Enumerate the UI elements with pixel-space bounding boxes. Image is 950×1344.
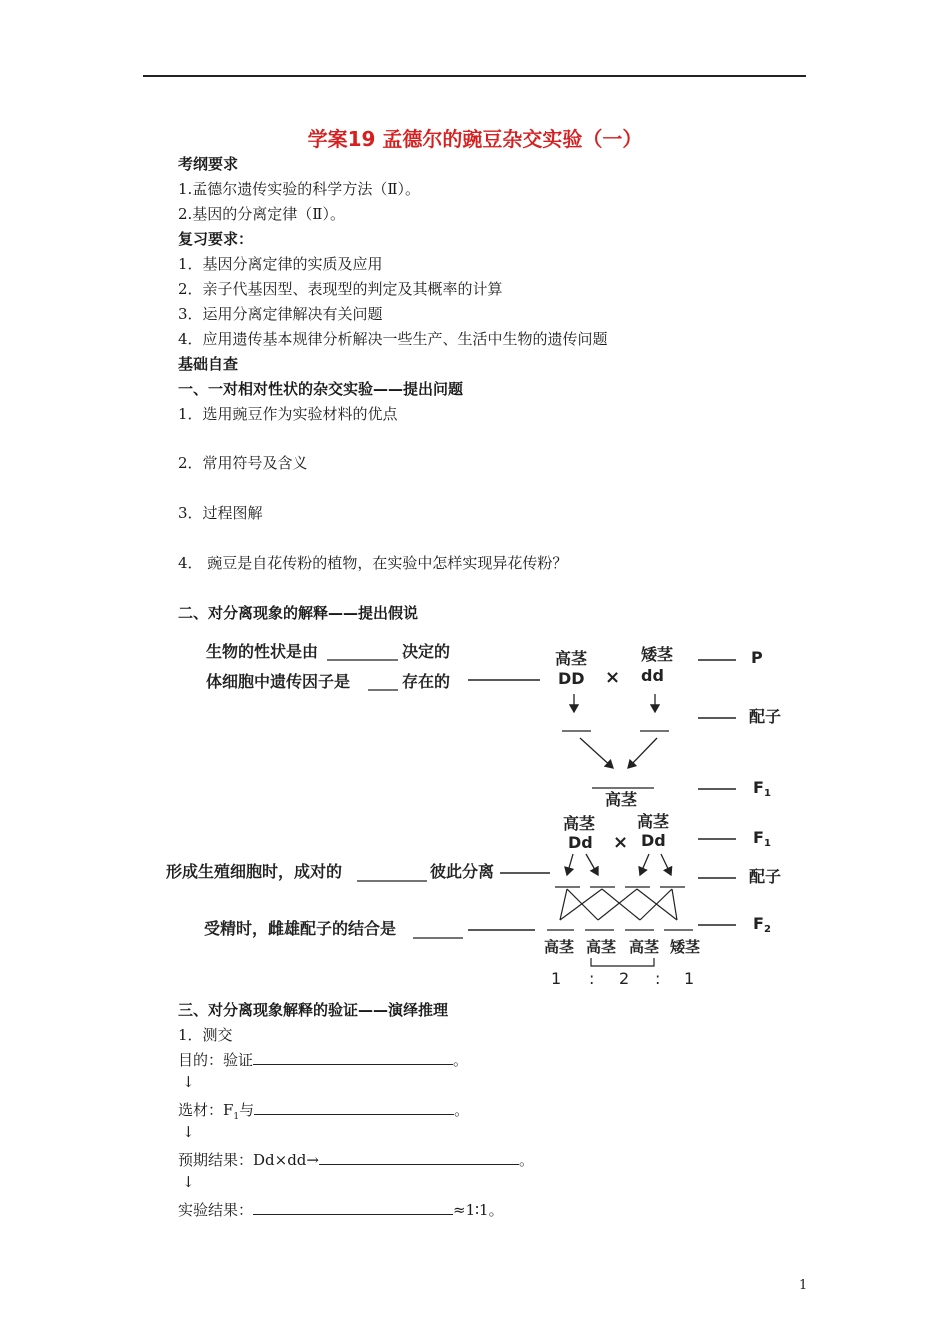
row-p-label: P (751, 648, 763, 667)
ratio-2: 2 (619, 969, 630, 988)
fxyq-item-3: 3．运用分离定律解决有关问题 (178, 305, 383, 323)
statement-4a: 受精时，雌雄配子的结合是 (204, 919, 397, 938)
fertilization-lines (560, 889, 677, 920)
p-cross: × (605, 667, 621, 688)
material-label: 选材：F (178, 1101, 234, 1119)
p-DD: DD (558, 669, 585, 688)
kgyq-heading: 考纲要求 (178, 155, 239, 173)
statement-2b: 存在的 (402, 672, 451, 691)
part2-heading: 二、对分离现象的解释——提出假说 (178, 604, 419, 622)
expected-period: 。 (518, 1151, 534, 1169)
f1-cross-tall-2: 高茎 (637, 812, 670, 831)
material-label-b: 与 (239, 1101, 255, 1119)
ratio-1: 1 (551, 969, 562, 988)
arrow-f1g-3 (640, 854, 649, 875)
ratio-colon-2: : (655, 969, 661, 988)
row-f2-label: F2 (753, 914, 771, 935)
part1-item-4: 4． 豌豆是自花传粉的植物，在实验中怎样实现异花传粉？ (178, 554, 568, 572)
material-period: 。 (454, 1101, 470, 1119)
kgyq-item-1: 1.孟德尔遗传实验的科学方法（Ⅱ）。 (178, 180, 421, 198)
expected-line (178, 1149, 534, 1170)
down-arrow-3: ↓ (182, 1173, 195, 1191)
purpose-blank (253, 1050, 453, 1065)
part3-heading: 三、对分离现象解释的验证——演绎推理 (178, 1001, 449, 1019)
f1-Dd-1: Dd (568, 833, 593, 852)
row-f1-label-b: F1 (753, 828, 771, 849)
arrow-f1g-4 (661, 854, 671, 875)
p-tall-label: 高茎 (555, 649, 588, 668)
part1-item-3: 3．过程图解 (178, 504, 263, 522)
arrow-f1g-1 (567, 854, 573, 875)
statement-3a: 形成生殖细胞时，成对的 (166, 862, 343, 881)
result-label: 实验结果： (178, 1201, 254, 1219)
statement-1b: 决定的 (402, 642, 451, 661)
ratio-colon-1: : (589, 969, 595, 988)
jczc-heading: 基础自查 (178, 355, 239, 373)
result-tail: ≈1∶1。 (453, 1201, 504, 1219)
p-dd: dd (641, 666, 664, 685)
fxyq-item-4: 4．应用遗传基本规律分析解决一些生产、生活中生物的遗传问题 (178, 330, 608, 348)
result-blank (253, 1200, 453, 1215)
row-gamete2-label: 配子 (749, 867, 782, 886)
fxyq-item-2: 2．亲子代基因型、表现型的判定及其概率的计算 (178, 280, 503, 298)
material-blank (254, 1100, 454, 1115)
f2-tall-1: 高茎 (544, 938, 575, 956)
expected-blank (319, 1150, 519, 1165)
arrow-gamete-f1-left (580, 738, 613, 768)
part1-item-2: 2．常用符号及含义 (178, 454, 308, 472)
statement-1a: 生物的性状是由 (206, 642, 319, 661)
row-gamete1-label: 配子 (749, 707, 782, 726)
row-f1-label-a: F1 (753, 778, 771, 799)
statement-3b: 彼此分离 (430, 862, 495, 881)
f2-short: 矮茎 (670, 938, 701, 956)
page-title: 学案19 孟德尔的豌豆杂交实验（一） (307, 127, 643, 151)
statement-2a: 体细胞中遗传因子是 (206, 672, 351, 691)
page-number: 1 (799, 1278, 808, 1293)
down-arrow-1: ↓ (182, 1073, 195, 1091)
purpose-label: 目的：验证 (178, 1051, 254, 1069)
f1-Dd-2: Dd (641, 831, 666, 850)
f1-tall-label: 高茎 (605, 790, 638, 809)
segregation-diagram (0, 630, 950, 1000)
arrow-f1g-2 (586, 854, 598, 875)
result-line (178, 1199, 504, 1220)
part1-heading: 一、一对相对性状的杂交实验——提出问题 (178, 380, 464, 398)
material-sub: 1 (233, 1112, 240, 1122)
part3-item-1: 1．测交 (178, 1026, 233, 1044)
f1-cross: × (613, 832, 629, 853)
p-short-label: 矮茎 (641, 645, 674, 664)
f1-cross-tall-1: 高茎 (563, 814, 596, 833)
fxyq-item-1: 1．基因分离定律的实质及应用 (178, 255, 383, 273)
f2-tall-2: 高茎 (586, 938, 617, 956)
header-rule (143, 75, 806, 77)
purpose-line (178, 1049, 468, 1070)
fxyq-heading: 复习要求： (178, 230, 254, 248)
arrow-gamete-f1-right (628, 738, 657, 768)
ratio-3: 1 (684, 969, 695, 988)
down-arrow-2: ↓ (182, 1123, 195, 1141)
part1-item-1: 1．选用豌豆作为实验材料的优点 (178, 405, 398, 423)
ratio-bracket (591, 958, 654, 966)
purpose-period: 。 (453, 1051, 469, 1069)
f2-tall-3: 高茎 (629, 938, 660, 956)
expected-label: 预期结果：Dd×dd→ (178, 1151, 319, 1169)
material-line (178, 1099, 469, 1122)
kgyq-item-2: 2.基因的分离定律（Ⅱ）。 (178, 205, 346, 223)
